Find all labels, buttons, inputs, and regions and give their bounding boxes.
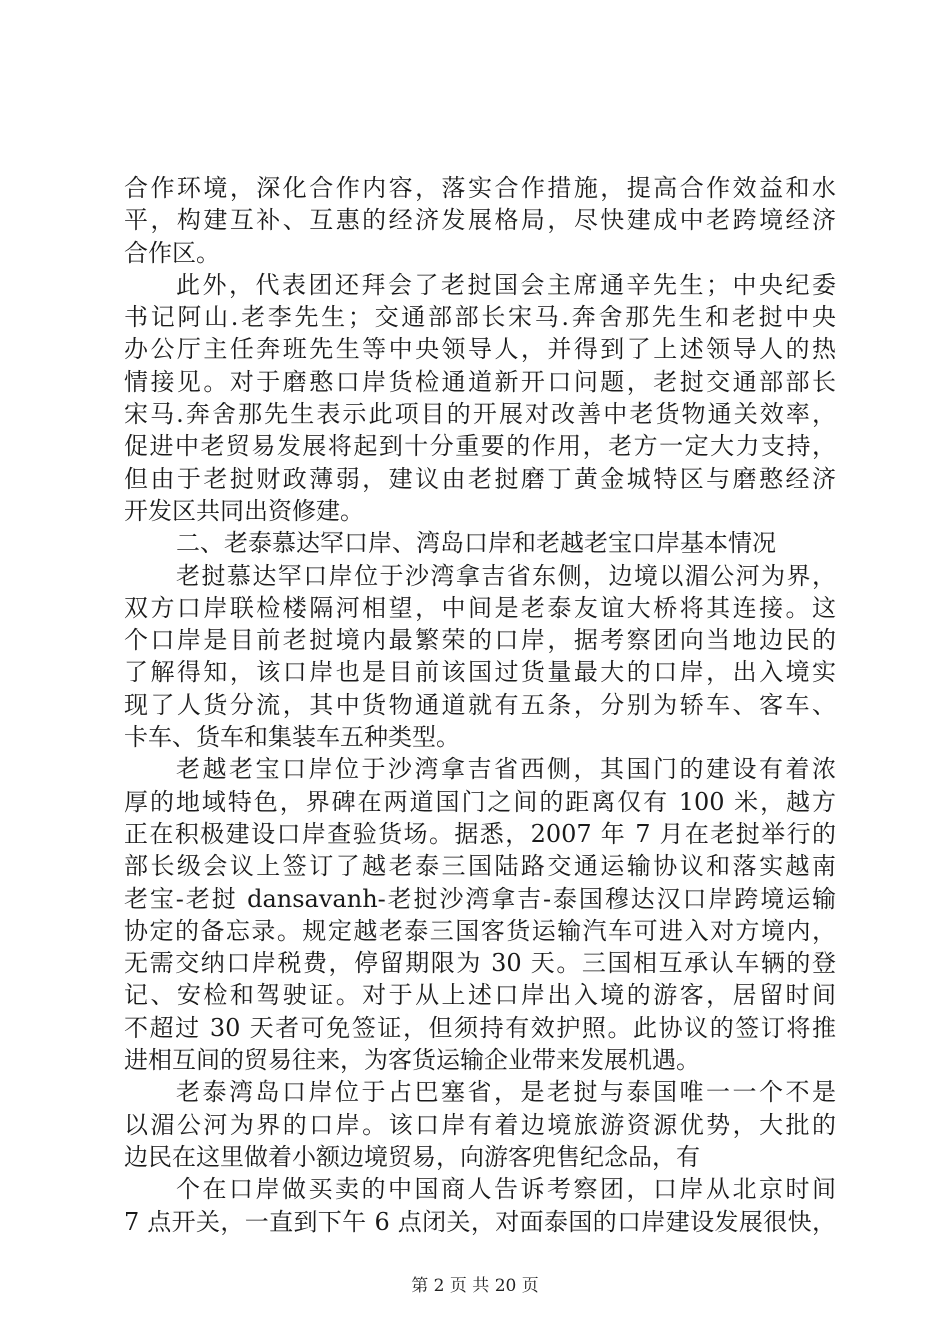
page-number-label: 第 2 页 共 20 页 — [411, 1276, 539, 1296]
text-line: 办公厅主任奔班先生等中央领导人，并得到了上述领导人的热 — [124, 335, 836, 364]
text-line: 部长级会议上签订了越老泰三国陆路交通运输协议和落实越南 — [124, 852, 836, 881]
text-line: 不超过 30 天者可免签证，但须持有效护照。此协议的签订将推 — [124, 1013, 836, 1042]
text-line: 卡车、货车和集装车五种类型。 — [124, 723, 460, 752]
text-line: 此外，代表团还拜会了老挝国会主席通辛先生；中央纪委 — [176, 270, 836, 299]
text-line: 合作区。 — [124, 238, 220, 267]
text-line: 宋马.奔舍那先生表示此项目的开展对改善中老货物通关效率， — [124, 400, 836, 429]
document-body — [124, 172, 836, 1238]
text-line: 厚的地域特色，界碑在两道国门之间的距离仅有 100 米，越方 — [124, 787, 836, 816]
text-line: 老泰湾岛口岸位于占巴塞省，是老挝与泰国唯一一个不是 — [176, 1078, 836, 1107]
text-line: 进相互间的贸易往来，为客货运输企业带来发展机遇。 — [124, 1046, 700, 1075]
text-line: 个在口岸做买卖的中国商人告诉考察团，口岸从北京时间 — [176, 1175, 836, 1204]
page-footer — [0, 1274, 950, 1298]
text-line: 二、老泰慕达罕口岸、湾岛口岸和老越老宝口岸基本情况 — [176, 529, 776, 558]
text-line: 书记阿山.老李先生；交通部部长宋马.奔舍那先生和老挝中央 — [124, 303, 836, 332]
text-line: 平，构建互补、互惠的经济发展格局，尽快建成中老跨境经济 — [124, 206, 836, 235]
text-line: 了解得知，该口岸也是目前该国过货量最大的口岸，出入境实 — [124, 658, 836, 687]
text-line: 7 点开关，一直到下午 6 点闭关，对面泰国的口岸建设发展很快， — [124, 1207, 836, 1236]
text-line: 开发区共同出资修建。 — [124, 496, 364, 525]
text-line: 情接见。对于磨憨口岸货检通道新开口问题，老挝交通部部长 — [124, 367, 836, 396]
text-line: 边民在这里做着小额边境贸易，向游客兜售纪念品，有 — [124, 1142, 700, 1171]
text-line: 促进中老贸易发展将起到十分重要的作用，老方一定大力支持， — [124, 432, 836, 461]
text-line: 老宝-老挝 dansavanh-老挝沙湾拿吉-泰国穆达汉口岸跨境运输 — [124, 884, 836, 913]
text-line: 但由于老挝财政薄弱，建议由老挝磨丁黄金城特区与磨憨经济 — [124, 464, 836, 493]
text-line: 记、安检和驾驶证。对于从上述口岸出入境的游客，居留时间 — [124, 981, 836, 1010]
text-line: 以湄公河为界的口岸。该口岸有着边境旅游资源优势，大批的 — [124, 1110, 836, 1139]
text-line: 协定的备忘录。规定越老泰三国客货运输汽车可进入对方境内， — [124, 916, 836, 945]
text-line: 无需交纳口岸税费，停留期限为 30 天。三国相互承认车辆的登 — [124, 949, 836, 978]
text-line: 合作环境，深化合作内容，落实合作措施，提高合作效益和水 — [124, 174, 836, 202]
text-line: 现了人货分流，其中货物通道就有五条，分别为轿车、客车、 — [124, 690, 836, 719]
text-line: 老挝慕达罕口岸位于沙湾拿吉省东侧，边境以湄公河为界， — [176, 561, 836, 590]
text-line: 老越老宝口岸位于沙湾拿吉省西侧，其国门的建设有着浓 — [176, 755, 836, 784]
text-line: 正在积极建设口岸查验货场。据悉，2007 年 7 月在老挝举行的 — [124, 819, 836, 848]
text-line: 双方口岸联检楼隔河相望，中间是老泰友谊大桥将其连接。这 — [124, 593, 836, 622]
text-line: 个口岸是目前老挝境内最繁荣的口岸，据考察团向当地边民的 — [124, 626, 836, 655]
